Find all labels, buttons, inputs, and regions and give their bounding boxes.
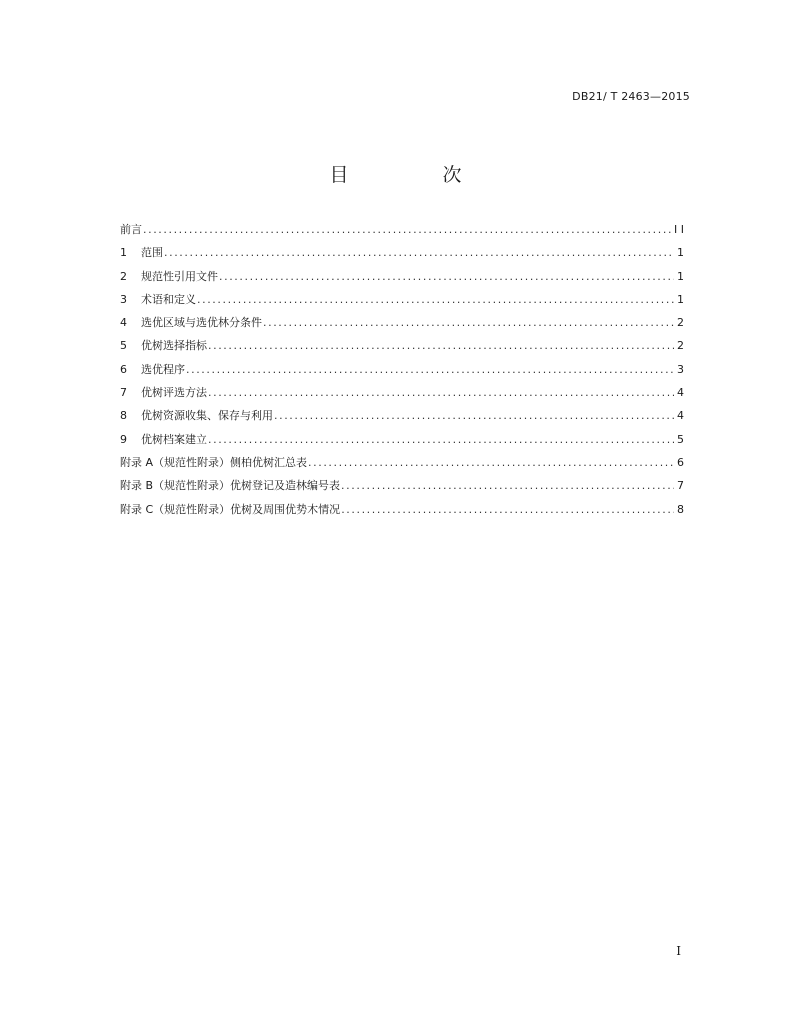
toc-leader-dots bbox=[143, 223, 671, 236]
toc-entry-appendix-b[interactable] bbox=[120, 477, 684, 500]
toc-entry-number: 9 bbox=[120, 432, 127, 446]
toc-entry-page: 2 bbox=[677, 339, 684, 353]
toc-entry-label: 前言 bbox=[120, 223, 142, 236]
toc-entry-label: 术语和定义 bbox=[141, 292, 196, 306]
toc-entry-number: 3 bbox=[120, 292, 127, 306]
toc-entry-page: 6 bbox=[677, 455, 684, 469]
toc-entry-page: 3 bbox=[677, 362, 684, 376]
toc-entry-label: 选优区域与选优林分条件 bbox=[141, 316, 262, 330]
toc-entry-label: 附录 B（规范性附录）优树登记及造林编号表 bbox=[120, 479, 341, 493]
toc-entry-7[interactable] bbox=[120, 384, 684, 407]
toc-entry-label: 范围 bbox=[141, 246, 163, 260]
toc-entry-number: 6 bbox=[120, 362, 127, 376]
toc-entry-6[interactable] bbox=[120, 361, 684, 384]
toc-entry-3[interactable] bbox=[120, 291, 684, 314]
toc-leader-dots bbox=[208, 386, 674, 399]
toc-leader-dots bbox=[164, 246, 674, 259]
toc-entry-number: 7 bbox=[120, 386, 127, 400]
toc-entry-1[interactable] bbox=[120, 244, 684, 267]
toc-entry-8[interactable] bbox=[120, 407, 684, 430]
toc-entry-5[interactable] bbox=[120, 337, 684, 360]
toc-entry-label: 附录 C（规范性附录）优树及周围优势木情况 bbox=[120, 502, 341, 516]
toc-entry-page: 2 bbox=[677, 316, 684, 330]
toc-entry-label: 优树评选方法 bbox=[141, 386, 207, 400]
toc-entry-label: 选优程序 bbox=[141, 362, 185, 376]
toc-entry-number: 5 bbox=[120, 339, 127, 353]
toc-entry-9[interactable] bbox=[120, 431, 684, 454]
toc-entry-label: 优树资源收集、保存与利用 bbox=[141, 409, 273, 423]
toc-entry-4[interactable] bbox=[120, 314, 684, 337]
toc-entry-appendix-c[interactable] bbox=[120, 501, 684, 524]
toc-entry-label: 附录 A（规范性附录）侧柏优树汇总表 bbox=[120, 455, 308, 469]
toc-leader-dots bbox=[197, 293, 674, 306]
toc-entry-page: 4 bbox=[677, 409, 684, 423]
toc-leader-dots bbox=[186, 363, 674, 376]
toc-entry-number: 8 bbox=[120, 409, 127, 423]
toc-entry-appendix-a[interactable] bbox=[120, 454, 684, 477]
toc-entry-page: I I bbox=[674, 223, 684, 236]
toc-leader-dots bbox=[208, 339, 674, 352]
toc-entry-page: 4 bbox=[677, 386, 684, 400]
toc-entry-label: 优树档案建立 bbox=[141, 432, 207, 446]
toc-entry-2[interactable] bbox=[120, 268, 684, 291]
toc-entry-page: 1 bbox=[677, 292, 684, 306]
toc-leader-dots bbox=[341, 503, 674, 516]
toc-leader-dots bbox=[308, 456, 674, 469]
toc-entry-page: 1 bbox=[677, 246, 684, 260]
toc-entry-page: 7 bbox=[677, 479, 684, 493]
page-number: I bbox=[676, 944, 681, 958]
toc-entry-number: 4 bbox=[120, 316, 127, 330]
toc-entry-label: 规范性引用文件 bbox=[141, 269, 218, 283]
toc-leader-dots bbox=[274, 409, 674, 422]
toc-entry-number: 1 bbox=[120, 246, 127, 260]
toc-leader-dots bbox=[263, 316, 674, 329]
toc-entry-foreword[interactable] bbox=[120, 221, 684, 244]
document-code: DB21/ T 2463—2015 bbox=[572, 90, 690, 103]
toc-entry-page: 5 bbox=[677, 432, 684, 446]
toc-title: 目 次 bbox=[329, 164, 506, 186]
toc-entry-label: 优树选择指标 bbox=[141, 339, 207, 353]
toc-entry-number: 2 bbox=[120, 269, 127, 283]
table-of-contents bbox=[120, 221, 684, 524]
toc-entry-page: 8 bbox=[677, 502, 684, 516]
toc-leader-dots bbox=[219, 270, 674, 283]
toc-entry-page: 1 bbox=[677, 269, 684, 283]
toc-leader-dots bbox=[341, 479, 674, 492]
toc-leader-dots bbox=[208, 433, 674, 446]
